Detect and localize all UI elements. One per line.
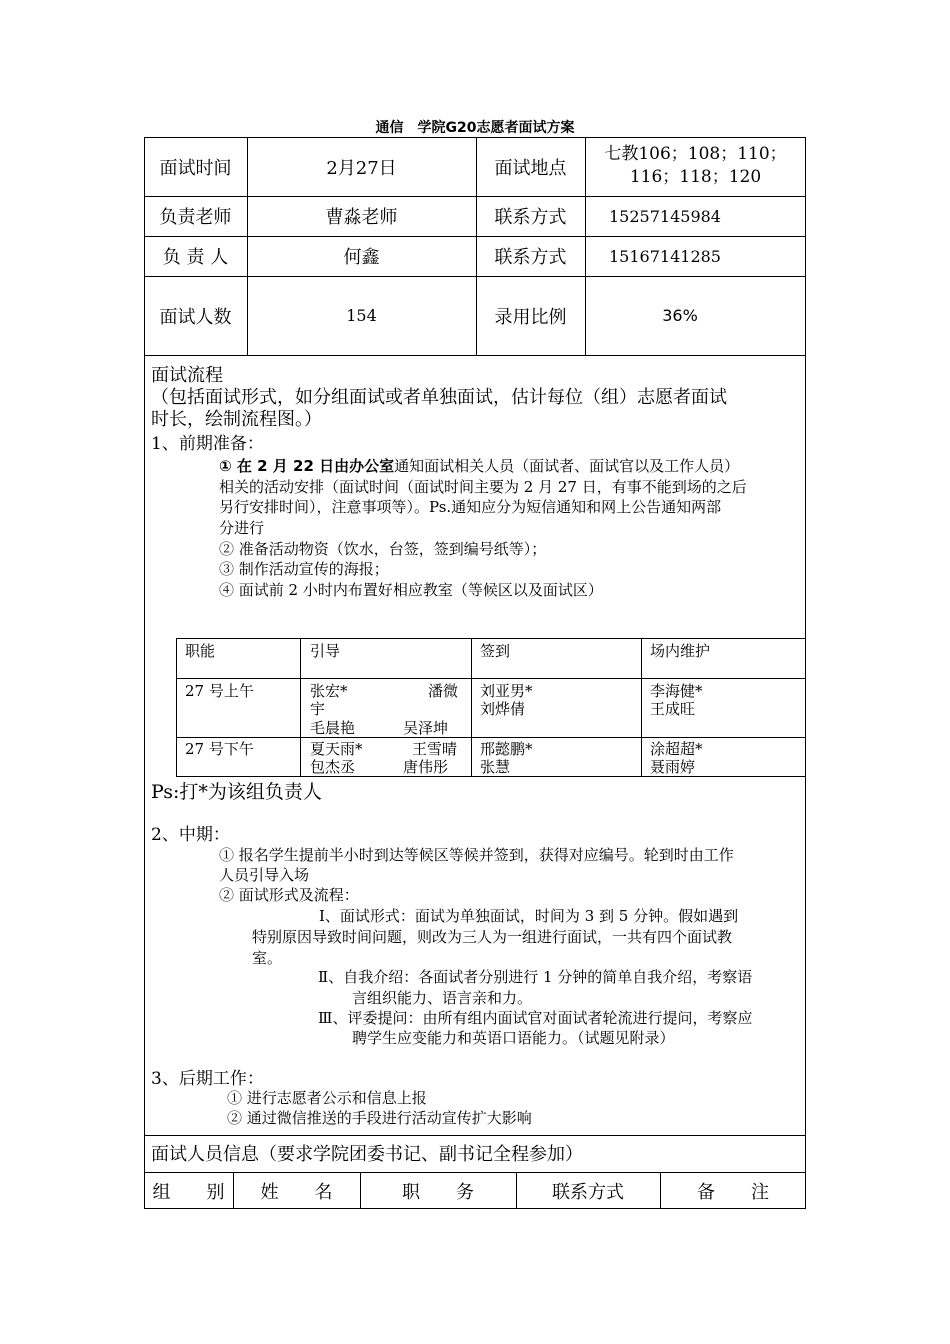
roles-header-function: 职能	[185, 642, 216, 660]
interview-place-label: 面试地点	[494, 157, 567, 179]
mid-item-2: ② 面试形式及流程：	[219, 886, 359, 904]
process-heading: 面试流程	[151, 365, 223, 386]
interview-time-label: 面试时间	[159, 157, 232, 179]
roles-row2-signin: 张慧	[480, 758, 511, 776]
count-label: 面试人数	[159, 306, 232, 328]
staff-header-name: 姓 名	[260, 1181, 333, 1203]
roles-row1-signin: 刘烨倩	[480, 700, 526, 718]
roles-row1-guide: 宇	[310, 700, 326, 718]
roles-row1-guide: 吴泽坤	[403, 719, 449, 737]
contact-value-1: 15257145984	[609, 206, 721, 226]
staff-header-position: 职 务	[402, 1181, 474, 1203]
roles-row2-guide: 包杰丞	[310, 758, 356, 776]
roles-row1-label: 27 号上午	[185, 682, 254, 700]
document-title: 通信 学院G20志愿者面试方案	[375, 120, 575, 136]
roles-row2-guide: 夏天雨*	[310, 740, 363, 758]
mid-item-1-cont: 人员引导入场	[219, 866, 310, 884]
roles-header-maintain: 场内维护	[650, 642, 711, 660]
prep-item-4: ④ 面试前 2 小时内布置好相应教室（等候区以及面试区）	[219, 581, 603, 599]
prep-item-2: ② 准备活动物资（饮水，台签，签到编号纸等）；	[219, 540, 547, 558]
mid-step-3: Ⅲ、评委提问：由所有组内面试官对面试者轮流进行提问，考察应	[318, 1009, 753, 1027]
ratio-value: 36%	[662, 306, 698, 325]
ps-note: Ps:打*为该组负责人	[151, 781, 322, 803]
mid-step-1: Ⅰ、面试形式：面试为单独面试，时间为 3 到 5 分钟。假如遇到	[319, 907, 739, 925]
interview-time-value: 2月27日	[326, 157, 397, 179]
roles-row2-maintain: 聂雨婷	[650, 758, 696, 776]
roles-row1-guide: 潘微	[428, 682, 459, 700]
roles-row2-signin: 邢懿鹏*	[480, 740, 533, 758]
prep-item-1-cont: 分进行	[219, 519, 265, 537]
roles-header-signin: 签到	[480, 642, 511, 660]
post-item-1: ① 进行志愿者公示和信息上报	[227, 1089, 427, 1107]
staff-header-group: 组 别	[152, 1181, 225, 1203]
post-item-2: ② 通过微信推送的手段进行活动宣传扩大影响	[227, 1109, 532, 1127]
contact-label-2: 联系方式	[494, 247, 567, 268]
process-desc-1: （包括面试形式，如分组面试或者单独面试，估计每位（组）志愿者面试	[151, 387, 727, 408]
count-value: 154	[346, 306, 377, 325]
mid-step-1-cont: 室。	[252, 949, 283, 967]
prep-item-1-cont: 另行安排时间），注意事项等）。Ps.通知应分为短信通知和网上公告通知两部	[219, 498, 722, 516]
mid-step-2: Ⅱ、自我介绍：各面试者分别进行 1 分钟的简单自我介绍，考察语	[318, 968, 753, 986]
roles-row1-guide: 张宏*	[310, 682, 348, 700]
prep-item-1-cont: 相关的活动安排（面试时间（面试时间主要为 2 月 27 日，有事不能到场的之后	[219, 478, 747, 496]
mid-step-2-cont: 言组织能力、语言亲和力。	[352, 989, 533, 1007]
contact-label-1: 联系方式	[494, 207, 567, 228]
person-label: 负 责 人	[162, 247, 229, 268]
teacher-value: 曹淼老师	[325, 207, 398, 228]
roles-row2-label: 27 号下午	[185, 740, 254, 758]
roles-row1-guide: 毛晨艳	[310, 719, 356, 737]
prep-item-3: ③ 制作活动宣传的海报；	[219, 560, 389, 578]
roles-header-guide: 引导	[310, 642, 341, 660]
mid-heading: 2、中期：	[151, 825, 230, 845]
interview-place-value: 七教106；108；110； 116；118；120	[604, 144, 787, 187]
roles-row2-maintain: 涂超超*	[650, 740, 703, 758]
staff-header-contact: 联系方式	[552, 1181, 624, 1203]
mid-item-1: ① 报名学生提前半小时到达等候区等候并签到，获得对应编号。轮到时由工作	[219, 846, 734, 864]
staff-heading: 面试人员信息（要求学院团委书记、副书记全程参加）	[151, 1144, 583, 1165]
ratio-label: 录用比例	[494, 306, 567, 328]
mid-step-3-cont: 聘学生应变能力和英语口语能力。（试题见附录）	[352, 1029, 675, 1047]
prep-heading: 1、前期准备：	[151, 434, 264, 454]
person-value: 何鑫	[343, 247, 380, 268]
contact-value-2: 15167141285	[609, 246, 721, 266]
roles-row2-guide: 王雪晴	[412, 740, 458, 758]
roles-row1-signin: 刘亚男*	[480, 682, 533, 700]
mid-step-1-cont: 特别原因导致时间问题，则改为三人为一组进行面试，一共有四个面试教	[252, 928, 733, 946]
post-heading: 3、后期工作：	[151, 1069, 264, 1089]
teacher-label: 负责老师	[159, 207, 232, 228]
roles-row1-maintain: 王成旺	[650, 700, 696, 718]
prep-item-1: ① 在 2 月 22 日由办公室通知面试相关人员（面试者、面试官以及工作人员）	[219, 457, 740, 475]
process-desc-2: 时长，绘制流程图。）	[151, 409, 322, 430]
staff-header-remark: 备 注	[697, 1181, 769, 1203]
roles-row2-guide: 唐伟彤	[403, 758, 449, 776]
roles-row1-maintain: 李海健*	[650, 682, 703, 700]
